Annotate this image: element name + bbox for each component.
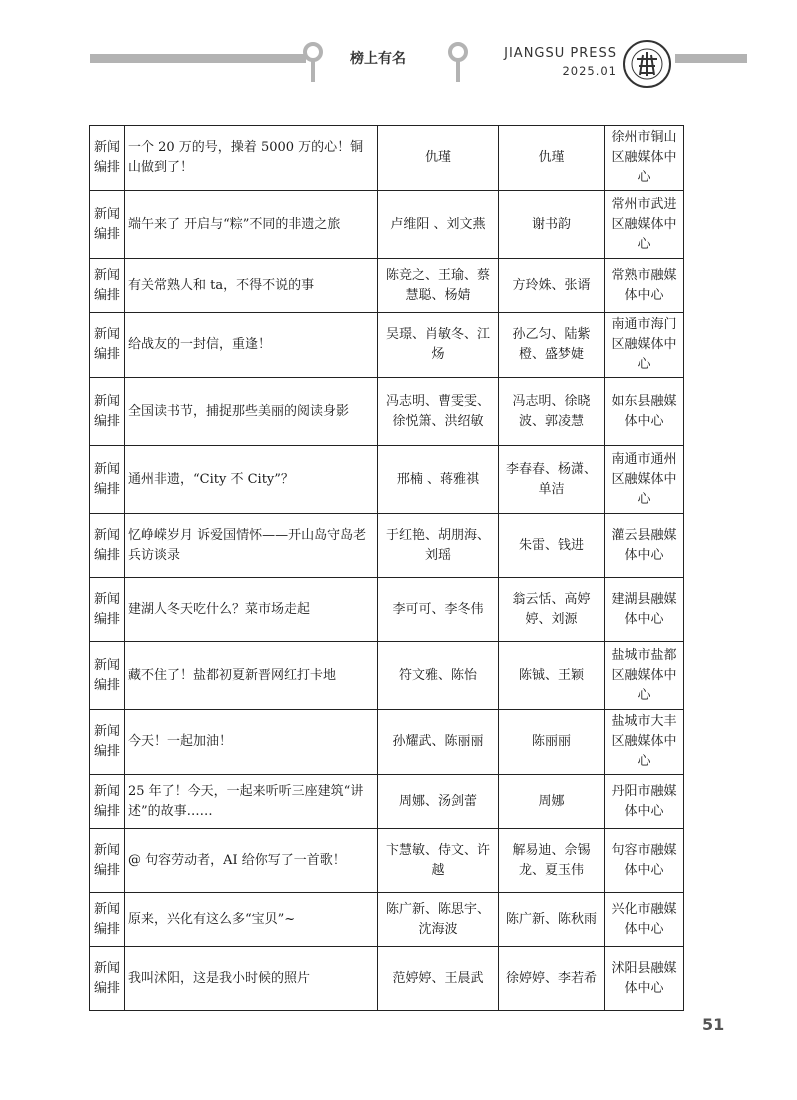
unit-cell: 常州市武进区融媒体中心 xyxy=(605,191,684,259)
editors-cell: 解易迪、佘锡龙、夏玉伟 xyxy=(499,829,605,893)
title-cell: 今天！一起加油！ xyxy=(125,710,378,775)
publication-name: JIANGSU PRESS xyxy=(504,46,617,61)
title-cell: 25 年了！今天，一起来听听三座建筑“讲述”的故事…… xyxy=(125,775,378,829)
category-cell: 新闻编排 xyxy=(90,313,125,378)
authors-cell: 于红艳、胡朋海、刘瑶 xyxy=(378,514,499,578)
editors-cell: 朱雷、钱进 xyxy=(499,514,605,578)
issue-number: 2025.01 xyxy=(562,64,617,78)
title-cell: @ 句容劳动者，AI 给你写了一首歌！ xyxy=(125,829,378,893)
page-number: 51 xyxy=(702,1015,725,1034)
authors-cell: 范婷婷、王晨武 xyxy=(378,947,499,1011)
table-row xyxy=(90,514,684,578)
category-cell: 新闻编排 xyxy=(90,947,125,1011)
table-row xyxy=(90,378,684,446)
unit-cell: 兴化市融媒体中心 xyxy=(605,893,684,947)
section-title: 榜上有名 xyxy=(350,51,406,67)
category-cell: 新闻编排 xyxy=(90,514,125,578)
authors-cell: 仇瑾 xyxy=(378,126,499,191)
publisher-seal-logo xyxy=(622,39,672,89)
header-bar-right xyxy=(675,54,747,63)
unit-cell: 南通市海门区融媒体中心 xyxy=(605,313,684,378)
editors-cell: 陈丽丽 xyxy=(499,710,605,775)
table-row xyxy=(90,126,684,191)
title-cell: 忆峥嵘岁月 诉爱国情怀——开山岛守岛老兵访谈录 xyxy=(125,514,378,578)
unit-cell: 丹阳市融媒体中心 xyxy=(605,775,684,829)
table-row xyxy=(90,259,684,313)
unit-cell: 沭阳县融媒体中心 xyxy=(605,947,684,1011)
title-cell: 藏不住了！盐都初夏新晋网红打卡地 xyxy=(125,642,378,710)
editors-cell: 孙乙匀、陆紫橙、盛梦婕 xyxy=(499,313,605,378)
table-row xyxy=(90,829,684,893)
unit-cell: 建湖县融媒体中心 xyxy=(605,578,684,642)
title-cell: 给战友的一封信，重逢！ xyxy=(125,313,378,378)
title-cell: 我叫沭阳，这是我小时候的照片 xyxy=(125,947,378,1011)
award-list-table xyxy=(89,125,684,1011)
authors-cell: 邢楠 、蒋雅祺 xyxy=(378,446,499,514)
authors-cell: 陈广新、陈思宇、沈海波 xyxy=(378,893,499,947)
category-cell: 新闻编排 xyxy=(90,710,125,775)
table-row xyxy=(90,642,684,710)
editors-cell: 翁云恬、高婷婷、刘源 xyxy=(499,578,605,642)
table-row xyxy=(90,775,684,829)
authors-cell: 孙耀武、陈丽丽 xyxy=(378,710,499,775)
editors-cell: 周娜 xyxy=(499,775,605,829)
pin-icon xyxy=(302,41,324,85)
editors-cell: 仇瑾 xyxy=(499,126,605,191)
category-cell: 新闻编排 xyxy=(90,378,125,446)
category-cell: 新闻编排 xyxy=(90,446,125,514)
unit-cell: 徐州市铜山区融媒体中心 xyxy=(605,126,684,191)
table-row xyxy=(90,893,684,947)
title-cell: 通州非遗，“City 不 City”？ xyxy=(125,446,378,514)
editors-cell: 陈广新、陈秋雨 xyxy=(499,893,605,947)
authors-cell: 符文雅、陈怡 xyxy=(378,642,499,710)
authors-cell: 卢维阳 、刘文燕 xyxy=(378,191,499,259)
category-cell: 新闻编排 xyxy=(90,775,125,829)
header-bar-left xyxy=(90,54,306,63)
table-row xyxy=(90,191,684,259)
unit-cell: 灌云县融媒体中心 xyxy=(605,514,684,578)
editors-cell: 方玲姝、张谞 xyxy=(499,259,605,313)
unit-cell: 句容市融媒体中心 xyxy=(605,829,684,893)
unit-cell: 常熟市融媒体中心 xyxy=(605,259,684,313)
title-cell: 有关常熟人和 ta，不得不说的事 xyxy=(125,259,378,313)
title-cell: 建湖人冬天吃什么？菜市场走起 xyxy=(125,578,378,642)
table-row xyxy=(90,446,684,514)
editors-cell: 徐婷婷、李若希 xyxy=(499,947,605,1011)
category-cell: 新闻编排 xyxy=(90,191,125,259)
table-row xyxy=(90,578,684,642)
table-row xyxy=(90,313,684,378)
category-cell: 新闻编排 xyxy=(90,642,125,710)
authors-cell: 吴璟、肖敏冬、江炀 xyxy=(378,313,499,378)
table-row xyxy=(90,947,684,1011)
editors-cell: 李春春、杨潇、单洁 xyxy=(499,446,605,514)
authors-cell: 周娜、汤剑蕾 xyxy=(378,775,499,829)
table-row xyxy=(90,710,684,775)
editors-cell: 谢书韵 xyxy=(499,191,605,259)
authors-cell: 李可可、李冬伟 xyxy=(378,578,499,642)
category-cell: 新闻编排 xyxy=(90,259,125,313)
unit-cell: 盐城市盐都区融媒体中心 xyxy=(605,642,684,710)
editors-cell: 陈铖、王颖 xyxy=(499,642,605,710)
unit-cell: 如东县融媒体中心 xyxy=(605,378,684,446)
pin-icon xyxy=(447,41,469,85)
category-cell: 新闻编排 xyxy=(90,893,125,947)
category-cell: 新闻编排 xyxy=(90,829,125,893)
category-cell: 新闻编排 xyxy=(90,578,125,642)
title-cell: 全国读书节，捕捉那些美丽的阅读身影 xyxy=(125,378,378,446)
editors-cell: 冯志明、徐晓波、郭凌慧 xyxy=(499,378,605,446)
authors-cell: 冯志明、曹雯雯、徐悦箫、洪绍敏 xyxy=(378,378,499,446)
title-cell: 端午来了 开启与“粽”不同的非遗之旅 xyxy=(125,191,378,259)
unit-cell: 南通市通州区融媒体中心 xyxy=(605,446,684,514)
title-cell: 原来，兴化有这么多“宝贝”~ xyxy=(125,893,378,947)
title-cell: 一个 20 万的号，操着 5000 万的心！铜山做到了！ xyxy=(125,126,378,191)
unit-cell: 盐城市大丰区融媒体中心 xyxy=(605,710,684,775)
authors-cell: 陈竞之、王瑜、蔡慧聪、杨婧 xyxy=(378,259,499,313)
authors-cell: 卞慧敏、侍文、许越 xyxy=(378,829,499,893)
category-cell: 新闻编排 xyxy=(90,126,125,191)
